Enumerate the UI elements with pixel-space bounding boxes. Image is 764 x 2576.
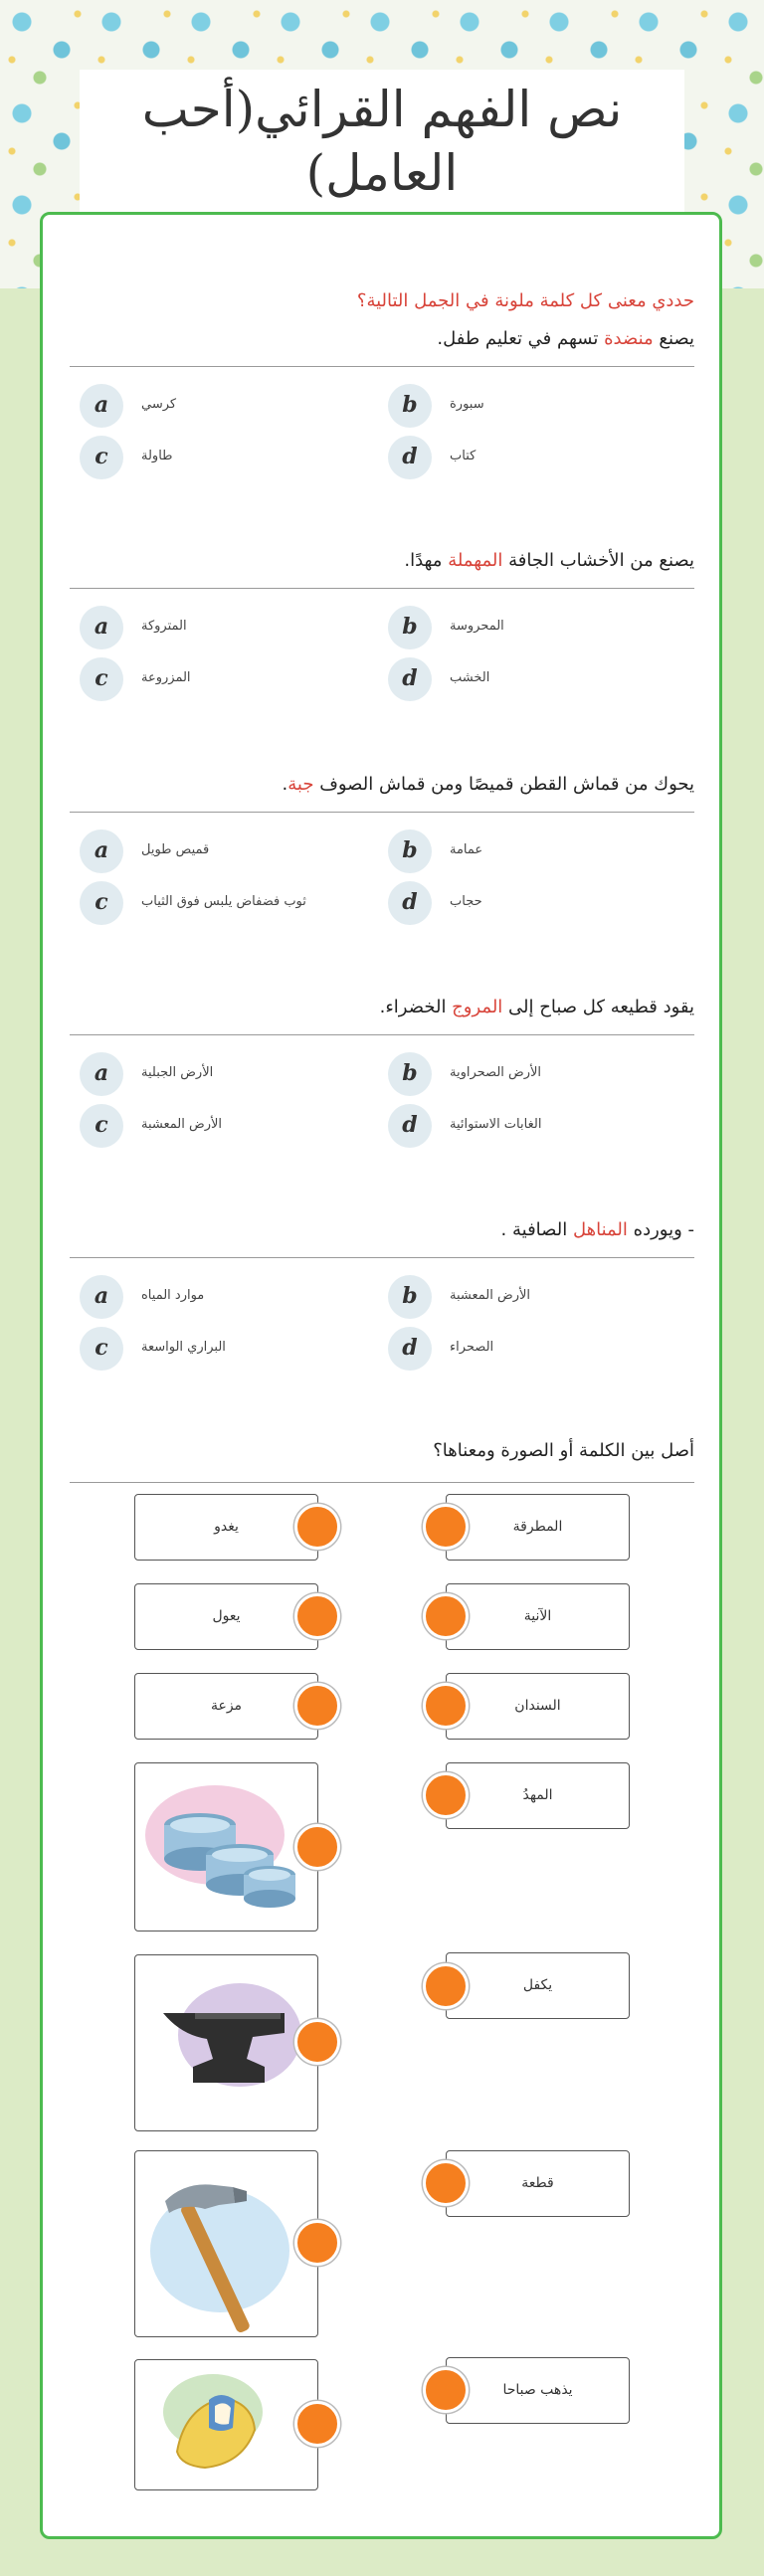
option-label: طاولة [141, 449, 173, 463]
option-label: الأرض الصحراوية [450, 1065, 542, 1080]
option-label: موارد المياه [141, 1288, 205, 1303]
option-letter-badge: b [388, 829, 432, 873]
answer-option-a[interactable] [80, 606, 328, 649]
option-label: المحروسة [450, 619, 504, 634]
match-left-label: يغدو [214, 1519, 239, 1535]
option-label: الخشب [450, 670, 490, 685]
match-left-box [134, 1673, 318, 1740]
hammer-icon [135, 2151, 318, 2337]
match-connector-left[interactable] [294, 1683, 340, 1729]
question-sentence [70, 997, 694, 1017]
option-label: المزروعة [141, 670, 191, 685]
sentence-text: يحوك من قماش القطن قميصًا ومن قماش الصوف [313, 774, 694, 795]
sentence-text: الصافية . [500, 1219, 573, 1240]
answer-option-b[interactable] [388, 606, 637, 649]
answer-option-c[interactable] [80, 1327, 328, 1371]
option-letter-badge: a [80, 1052, 123, 1096]
option-letter-badge: c [80, 657, 123, 701]
match-left-box [134, 1494, 318, 1561]
option-letter-badge: d [388, 881, 432, 925]
match-connector-left[interactable] [294, 2019, 340, 2065]
option-letter-badge: b [388, 1275, 432, 1319]
option-label: الأرض المعشبة [141, 1117, 223, 1132]
match-right-label: المهدُ [522, 1787, 553, 1803]
sentence-text: تسهم في تعليم طفل. [437, 328, 605, 349]
answer-option-b[interactable] [388, 1052, 637, 1096]
match-image-hammer [134, 2150, 318, 2337]
match-connector-left[interactable] [294, 1824, 340, 1870]
highlighted-word: جبة [287, 774, 314, 795]
question-divider [70, 1257, 694, 1258]
question-sentence [70, 550, 694, 571]
option-label: قميص طويل [141, 842, 210, 857]
answer-option-c[interactable] [80, 436, 328, 479]
pots-icon [135, 1763, 318, 1932]
highlighted-word: المروج [452, 997, 503, 1017]
match-right-label: الآنية [523, 1608, 552, 1624]
match-image-pots [134, 1762, 318, 1932]
option-letter-badge: b [388, 384, 432, 428]
question-divider [70, 812, 694, 813]
answer-option-a[interactable] [80, 1275, 328, 1319]
option-label: البراري الواسعة [141, 1340, 226, 1355]
matching-divider [70, 1482, 694, 1483]
answer-option-d[interactable] [388, 436, 637, 479]
highlighted-word: منضدة [604, 328, 654, 349]
question-sentence [70, 328, 694, 349]
anvil-icon [135, 1955, 318, 2131]
option-letter-badge: d [388, 1327, 432, 1371]
match-connector-left[interactable] [294, 1504, 340, 1550]
option-label: سبورة [450, 397, 484, 412]
question-sentence [70, 774, 694, 795]
option-label: الصحراء [450, 1340, 494, 1355]
option-letter-badge: c [80, 881, 123, 925]
option-label: حجاب [450, 894, 482, 909]
match-connector-right[interactable] [423, 1772, 469, 1818]
match-connector-right[interactable] [423, 2367, 469, 2413]
match-right-label: يكفل [522, 1977, 553, 1993]
sentence-text: يقود قطيعه كل صباح إلى [502, 997, 694, 1017]
option-label: الغابات الاستوائية [450, 1117, 542, 1132]
option-label: عمامة [450, 842, 483, 857]
answer-option-c[interactable] [80, 657, 328, 701]
option-label: المتروكة [141, 619, 187, 634]
question-divider [70, 1034, 694, 1035]
cradle-icon [135, 2360, 318, 2490]
answer-option-c[interactable] [80, 881, 328, 925]
option-letter-badge: a [80, 829, 123, 873]
option-letter-badge: d [388, 1104, 432, 1148]
match-right-box [446, 1952, 630, 2019]
match-connector-right[interactable] [423, 1593, 469, 1639]
answer-option-a[interactable] [80, 1052, 328, 1096]
match-connector-right[interactable] [423, 1963, 469, 2009]
match-left-label: مزعة [210, 1698, 243, 1714]
option-letter-badge: a [80, 606, 123, 649]
match-right-box [446, 1494, 630, 1561]
match-connector-left[interactable] [294, 2401, 340, 2447]
answer-option-b[interactable] [388, 1275, 637, 1319]
option-label: كرسي [141, 397, 177, 412]
match-left-box [134, 1583, 318, 1650]
option-label: الأرض الجبلية [141, 1065, 214, 1080]
match-right-box [446, 2357, 630, 2424]
answer-option-d[interactable] [388, 1104, 637, 1148]
match-connector-right[interactable] [423, 2160, 469, 2206]
question-sentence [70, 1219, 694, 1240]
match-right-label: المطرقة [512, 1519, 563, 1535]
option-letter-badge: d [388, 436, 432, 479]
matching-prompt: أصل بين الكلمة أو الصورة ومعناها؟ [433, 1440, 694, 1461]
option-letter-badge: d [388, 657, 432, 701]
match-connector-right[interactable] [423, 1683, 469, 1729]
match-right-label: قطعة [521, 2175, 554, 2191]
option-letter-badge: c [80, 1327, 123, 1371]
answer-option-d[interactable] [388, 1327, 637, 1371]
answer-option-d[interactable] [388, 657, 637, 701]
sentence-text: الخضراء. [379, 997, 453, 1017]
sentence-text: - ويورده [627, 1219, 694, 1240]
answer-option-a[interactable] [80, 384, 328, 428]
option-letter-badge: c [80, 436, 123, 479]
sentence-text: . [282, 774, 288, 795]
sentence-text: مهدًا. [404, 550, 449, 571]
option-letter-badge: c [80, 1104, 123, 1148]
match-right-box [446, 2150, 630, 2217]
highlighted-word: المناهل [572, 1219, 628, 1240]
option-label: ثوب فضفاض يلبس فوق الثياب [141, 894, 306, 909]
option-label: الأرض المعشبة [450, 1288, 531, 1303]
option-letter-badge: b [388, 606, 432, 649]
answer-option-b[interactable] [388, 829, 637, 873]
match-image-anvil [134, 1954, 318, 2131]
match-right-box [446, 1673, 630, 1740]
match-connector-left[interactable] [294, 1593, 340, 1639]
answer-option-d[interactable] [388, 881, 637, 925]
match-left-label: يعول [212, 1608, 241, 1624]
instruction-text: حددي معنى كل كلمة ملونة في الجمل التالية؟ [356, 290, 694, 311]
option-letter-badge: a [80, 1275, 123, 1319]
question-divider [70, 366, 694, 367]
sentence-text: يصنع من الأخشاب الجافة [502, 550, 694, 571]
answer-option-b[interactable] [388, 384, 637, 428]
option-letter-badge: b [388, 1052, 432, 1096]
option-label: كتاب [450, 449, 477, 463]
page-title: نص الفهم القرائي(أحب العامل) [141, 81, 623, 202]
match-right-box [446, 1583, 630, 1650]
answer-option-c[interactable] [80, 1104, 328, 1148]
question-divider [70, 588, 694, 589]
match-right-label: يذهب صباحا [502, 2382, 573, 2398]
match-right-box [446, 1762, 630, 1829]
match-right-label: السندان [514, 1698, 561, 1714]
answer-option-a[interactable] [80, 829, 328, 873]
match-connector-right[interactable] [423, 1504, 469, 1550]
title-box [80, 70, 684, 219]
option-letter-badge: a [80, 384, 123, 428]
match-connector-left[interactable] [294, 2220, 340, 2266]
sentence-text: يصنع [653, 328, 694, 349]
match-image-cradle [134, 2359, 318, 2490]
highlighted-word: المهملة [448, 550, 503, 571]
